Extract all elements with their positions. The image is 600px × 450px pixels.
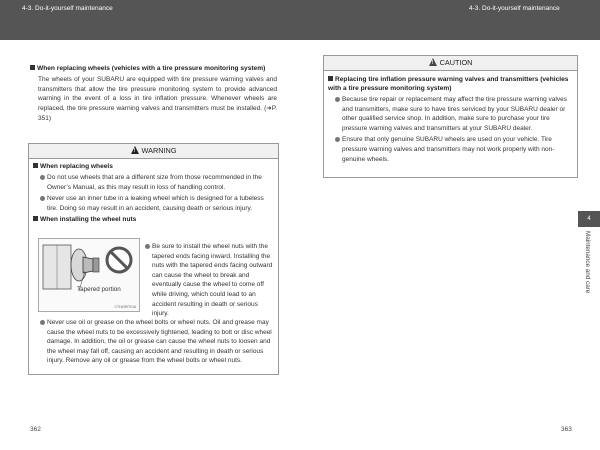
caution-box <box>323 55 578 178</box>
wheel-nut-figure <box>38 238 140 312</box>
bullet-dot-icon <box>40 320 45 325</box>
section-body-text: The wheels of your SUBARU are equipped with tire pressure warning valves and transmitters that allow the tire pressure monitoring system to provide advanced warning in the event of a loss in tire inflation pressure. Whenever wheels are replaced, the tire pressure warning valves and transmitters must be installed. (➜P. 351) <box>38 76 277 122</box>
left-page-section1 <box>30 64 277 124</box>
list-item: Ensure that only genuine SUBARU wheels are used on your vehicle. Tire pressure warning valves and transmitters may not work properly with non-genuine wheels. <box>334 135 573 164</box>
square-bullet-icon <box>30 65 35 70</box>
warning-subtitle-installing: When installing the wheel nuts <box>33 215 274 224</box>
tapered-portion-label: Tapered portion <box>77 286 121 293</box>
left-page-number: 362 <box>30 426 41 433</box>
chapter-tab-number: 4 <box>578 211 600 227</box>
list-item: Do not use wheels that are a different size from those recommended in the Owner’s Manual, as this may result in loss of handling control. <box>39 173 274 192</box>
figure-code: CTH43RT016 <box>114 305 136 309</box>
bullet-dot-icon <box>335 97 340 102</box>
right-page-number: 363 <box>561 426 572 433</box>
section-title-replacing-wheels: When replacing wheels (vehicles with a tire pressure monitoring system) <box>30 64 277 73</box>
caution-header: ! CAUTION <box>324 56 577 71</box>
caution-title: Replacing tire inflation pressure warning valves and transmitters (vehicles with a tire pressure monitoring system) <box>328 76 569 92</box>
square-bullet-icon <box>33 216 38 221</box>
left-header-title: 4-3. Do-it-yourself maintenance <box>22 5 113 12</box>
chapter-tab-label: Maintenance and care <box>584 231 591 294</box>
bullet-dot-icon <box>40 196 45 201</box>
square-bullet-icon <box>328 76 333 81</box>
header-bar <box>0 0 600 40</box>
right-header-title: 4-3. Do-it-yourself maintenance <box>469 5 560 12</box>
warning-subtitle-replacing: When replacing wheels <box>33 162 274 171</box>
list-item: Because tire repair or replacement may affect the tire pressure warning valves and transmitters, make sure to have tires serviced by your SUBARU dealer or other qualified service shop. In addition, make sure to purchase your tire pressure warning valves and transmitters at your SUBARU dealer. <box>334 95 573 133</box>
list-item: Be sure to install the wheel nuts with the tapered ends facing inward. Installing the nuts with the tapered ends facing outward can cause the wheel to break and eventually cause the wheel to come off while driving, which could lead to an accident resulting in death or serious injury. <box>144 242 273 319</box>
list-item: Never use an inner tube in a leaking wheel which is designed for a tubeless tire. Doing so may result in an accident, causing death or serious injury. <box>39 194 274 213</box>
bullet-dot-icon <box>145 244 150 249</box>
bullet-dot-icon <box>335 137 340 142</box>
square-bullet-icon <box>33 163 38 168</box>
warning-triangle-icon: ! <box>131 146 139 154</box>
wheel-nut-illustration <box>39 239 139 311</box>
warning-header: ! WARNING <box>29 144 278 159</box>
bullet-dot-icon <box>40 175 45 180</box>
list-item: Never use oil or grease on the wheel bolts or wheel nuts. Oil and grease may cause the wheel nuts to be excessively tightened, leading to bolt or disc wheel damage. In addition, the oil or grease can cause the wheel nuts to loosen and the wheel may fall off, causing an accident and resulting in death or serious injury. Remove any oil or grease from the wheel bolts or wheel nuts. <box>39 318 273 366</box>
caution-triangle-icon: ! <box>429 58 437 66</box>
